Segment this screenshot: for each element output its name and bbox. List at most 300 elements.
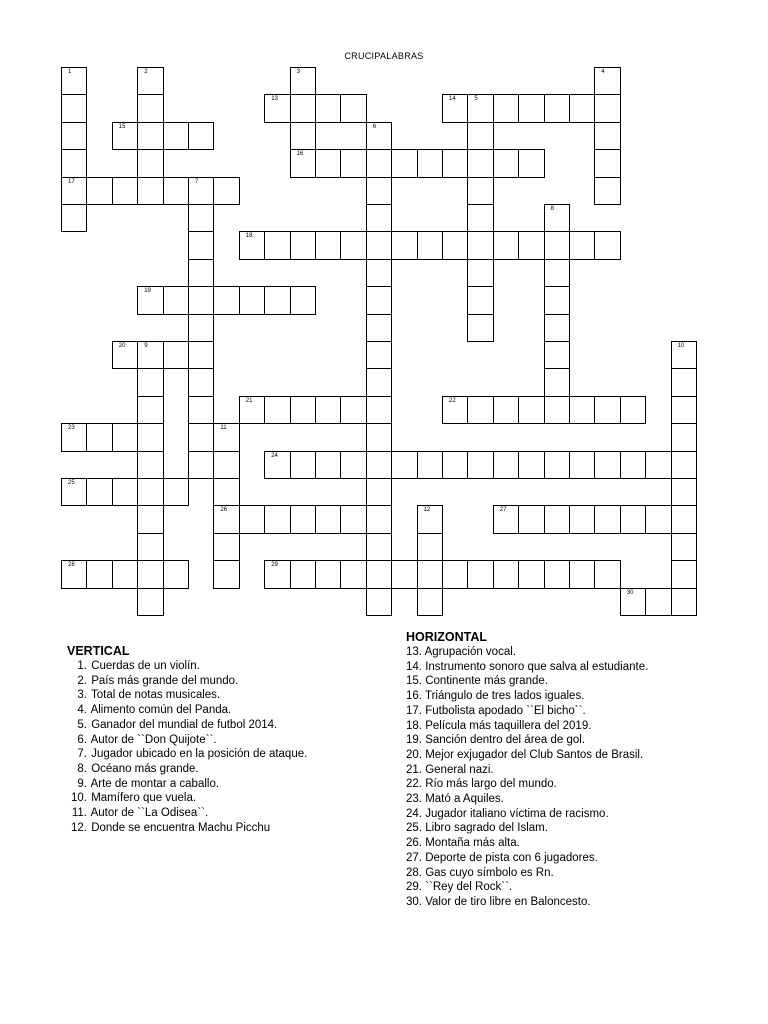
grid-cell bbox=[417, 451, 443, 479]
grid-cell bbox=[188, 341, 214, 369]
grid-cell bbox=[290, 505, 316, 533]
grid-cell bbox=[671, 396, 697, 424]
grid-cell bbox=[213, 177, 239, 205]
clue-text: Ganador del mundial de futbol 2014. bbox=[91, 718, 278, 731]
grid-cell bbox=[569, 94, 595, 122]
grid-cell bbox=[417, 533, 443, 561]
grid-cell bbox=[366, 149, 392, 177]
clue-number: 22. bbox=[406, 778, 422, 791]
grid-cell bbox=[188, 122, 214, 150]
grid-cell bbox=[569, 231, 595, 259]
grid-cell bbox=[137, 67, 163, 95]
grid-cell bbox=[467, 259, 493, 287]
grid-cell bbox=[112, 177, 138, 205]
clue-text: General nazi. bbox=[425, 763, 494, 776]
clue-number: 26. bbox=[406, 837, 422, 850]
clue-item bbox=[406, 866, 648, 881]
grid-cell-number: 29 bbox=[271, 562, 278, 569]
grid-cell bbox=[137, 478, 163, 506]
clue-number: 2. bbox=[77, 674, 87, 687]
grid-cell bbox=[417, 588, 443, 616]
clue-number: 1. bbox=[77, 660, 87, 672]
grid-cell bbox=[340, 396, 366, 424]
grid-cell bbox=[264, 396, 290, 424]
clue-text: País más grande del mundo. bbox=[91, 674, 239, 687]
clue-item bbox=[67, 674, 307, 689]
grid-cell-number: 19 bbox=[144, 288, 151, 295]
clue-item bbox=[67, 733, 307, 748]
clue-number: 13. bbox=[406, 646, 422, 658]
vertical-heading: VERTICAL bbox=[67, 644, 130, 658]
grid-cell-number: 20 bbox=[118, 343, 126, 349]
clue-item bbox=[406, 704, 648, 719]
grid-cell bbox=[569, 396, 595, 424]
grid-cell bbox=[442, 560, 468, 588]
grid-cell bbox=[467, 149, 493, 177]
clue-number: 9. bbox=[77, 777, 87, 790]
clue-item bbox=[67, 791, 307, 806]
grid-cell bbox=[671, 451, 697, 479]
clue-number: 28. bbox=[406, 866, 422, 879]
grid-cell bbox=[163, 478, 189, 506]
grid-cell bbox=[188, 286, 214, 314]
grid-cell bbox=[290, 231, 316, 259]
grid-cell bbox=[137, 451, 163, 479]
grid-cell bbox=[213, 533, 239, 561]
grid-cell bbox=[467, 314, 493, 342]
grid-cell bbox=[137, 368, 163, 396]
grid-cell bbox=[594, 396, 620, 424]
grid-cell bbox=[315, 505, 341, 533]
grid-cell bbox=[340, 231, 366, 259]
clue-text: Autor de ``La Odisea``. bbox=[90, 807, 209, 820]
grid-cell bbox=[594, 149, 620, 177]
grid-cell bbox=[518, 149, 544, 177]
grid-cell bbox=[137, 396, 163, 424]
grid-cell bbox=[544, 396, 570, 424]
grid-cell bbox=[467, 560, 493, 588]
clue-number: 4. bbox=[77, 704, 87, 717]
clue-text: Arte de montar a caballo. bbox=[90, 777, 220, 790]
grid-cell-number: 15 bbox=[118, 123, 126, 130]
clue-item bbox=[406, 719, 648, 734]
clue-text: ``Rey del Rock``. bbox=[425, 881, 513, 894]
grid-cell bbox=[544, 94, 570, 122]
grid-cell bbox=[340, 451, 366, 479]
grid-cell-number: 7 bbox=[195, 178, 199, 185]
clue-text: Continente más grande. bbox=[425, 675, 548, 688]
grid-cell bbox=[544, 314, 570, 342]
grid-cell-number: 16 bbox=[296, 151, 304, 158]
grid-cell bbox=[137, 122, 163, 150]
grid-cell bbox=[340, 94, 366, 122]
grid-cell bbox=[61, 122, 87, 150]
grid-cell bbox=[366, 560, 392, 588]
grid-cell-number: 25 bbox=[68, 480, 75, 486]
grid-cell bbox=[391, 560, 417, 588]
grid-cell bbox=[188, 177, 214, 205]
grid-cell-number: 9 bbox=[144, 343, 148, 349]
grid-cell bbox=[493, 94, 519, 122]
clue-item bbox=[406, 748, 648, 763]
clue-item bbox=[406, 792, 648, 807]
vertical-clues bbox=[67, 644, 307, 835]
grid-cell bbox=[264, 505, 290, 533]
grid-cell bbox=[671, 533, 697, 561]
grid-cell bbox=[112, 423, 138, 451]
clue-text: Futbolista apodado ``El bicho``. bbox=[425, 704, 586, 717]
grid-cell-number: 3 bbox=[296, 69, 300, 75]
grid-cell bbox=[594, 560, 620, 588]
grid-cell-number: 24 bbox=[271, 452, 278, 459]
clue-number: 30. bbox=[406, 895, 422, 908]
clue-item bbox=[406, 660, 648, 675]
grid-cell bbox=[340, 505, 366, 533]
clue-text: Instrumento sonoro que salva al estudiante. bbox=[425, 660, 649, 673]
grid-cell bbox=[620, 451, 646, 479]
grid-cell bbox=[467, 204, 493, 232]
clue-number: 10. bbox=[71, 792, 87, 805]
grid-cell bbox=[188, 259, 214, 287]
grid-cell bbox=[645, 505, 671, 533]
grid-cell bbox=[518, 505, 544, 533]
clue-number: 29. bbox=[406, 881, 422, 894]
grid-cell bbox=[137, 149, 163, 177]
grid-cell-number: 6 bbox=[372, 123, 377, 130]
grid-cell bbox=[671, 423, 697, 451]
grid-cell bbox=[239, 286, 265, 314]
grid-cell bbox=[112, 560, 138, 588]
clue-text: Mamífero que vuela. bbox=[91, 792, 197, 805]
clue-text: Deporte de pista con 6 jugadores. bbox=[425, 851, 598, 864]
grid-cell bbox=[569, 560, 595, 588]
clue-item bbox=[406, 851, 648, 866]
clue-item bbox=[67, 688, 307, 703]
grid-cell bbox=[544, 231, 570, 259]
clue-number: 3. bbox=[77, 689, 87, 702]
clue-text: Triángulo de tres lados iguales. bbox=[425, 690, 585, 703]
clue-number: 17. bbox=[406, 704, 422, 717]
grid-cell bbox=[290, 67, 316, 95]
clue-item bbox=[406, 777, 648, 792]
grid-cell bbox=[417, 231, 443, 259]
clue-number: 18. bbox=[406, 719, 422, 732]
grid-cell bbox=[544, 259, 570, 287]
grid-cell bbox=[671, 368, 697, 396]
grid-cell bbox=[86, 560, 112, 588]
grid-cell bbox=[213, 478, 239, 506]
grid-cell bbox=[163, 177, 189, 205]
grid-cell bbox=[671, 478, 697, 506]
page-title: CRUCIPALABRAS bbox=[344, 51, 424, 61]
grid-cell bbox=[518, 560, 544, 588]
grid-cell bbox=[569, 505, 595, 533]
clue-text: Autor de ``Don Quijote``. bbox=[90, 733, 217, 746]
grid-cell bbox=[315, 451, 341, 479]
clue-number: 11. bbox=[71, 807, 87, 820]
grid-cell bbox=[544, 204, 570, 232]
clue-item bbox=[406, 733, 648, 748]
grid-cell bbox=[442, 231, 468, 259]
grid-cell bbox=[366, 122, 392, 150]
grid-cell bbox=[594, 122, 620, 150]
grid-cell bbox=[671, 505, 697, 533]
clue-text: Océano más grande. bbox=[91, 762, 199, 775]
clue-item bbox=[406, 807, 648, 822]
grid-cell bbox=[594, 94, 620, 122]
grid-cell bbox=[137, 423, 163, 451]
clue-text: Sanción dentro del área de gol. bbox=[425, 734, 586, 747]
grid-cell bbox=[137, 560, 163, 588]
grid-cell bbox=[366, 259, 392, 287]
clue-number: 20. bbox=[406, 748, 422, 761]
grid-cell-number: 22 bbox=[449, 397, 456, 404]
grid-cell bbox=[366, 533, 392, 561]
grid-cell bbox=[493, 560, 519, 588]
grid-cell bbox=[188, 231, 214, 259]
grid-cell bbox=[518, 396, 544, 424]
grid-cell bbox=[366, 368, 392, 396]
grid-cell-number: 17 bbox=[68, 178, 75, 185]
clue-number: 21. bbox=[406, 763, 422, 776]
clue-item bbox=[67, 718, 307, 733]
clue-text: Río más largo del mundo. bbox=[425, 778, 557, 791]
grid-cell bbox=[544, 505, 570, 533]
horizontal-clues bbox=[406, 630, 648, 910]
clue-text: Total de notas musicales. bbox=[91, 689, 221, 702]
grid-cell bbox=[594, 177, 620, 205]
clue-number: 24. bbox=[406, 807, 422, 820]
clue-number: 19. bbox=[406, 734, 422, 747]
grid-cell bbox=[213, 286, 239, 314]
clue-item bbox=[67, 747, 307, 762]
grid-cell bbox=[315, 231, 341, 259]
clue-number: 16. bbox=[406, 690, 422, 703]
grid-cell bbox=[442, 149, 468, 177]
grid-cell bbox=[188, 451, 214, 479]
clue-item bbox=[67, 703, 307, 718]
grid-cell bbox=[594, 67, 620, 95]
grid-cell bbox=[671, 588, 697, 616]
grid-cell bbox=[544, 451, 570, 479]
grid-cell bbox=[467, 396, 493, 424]
grid-cell bbox=[315, 560, 341, 588]
grid-cell bbox=[163, 341, 189, 369]
grid-cell bbox=[163, 560, 189, 588]
grid-cell bbox=[366, 588, 392, 616]
clue-text: Valor de tiro libre en Baloncesto. bbox=[425, 895, 591, 908]
grid-cell bbox=[366, 451, 392, 479]
clue-item bbox=[406, 674, 648, 689]
grid-cell bbox=[594, 505, 620, 533]
grid-cell bbox=[137, 177, 163, 205]
clue-text: Jugador ubicado en la posición de ataque. bbox=[91, 748, 308, 761]
grid-cell bbox=[518, 451, 544, 479]
grid-cell bbox=[544, 368, 570, 396]
clue-text: Montaña más alta. bbox=[425, 837, 520, 850]
grid-cell bbox=[467, 451, 493, 479]
grid-cell bbox=[264, 286, 290, 314]
grid-cell bbox=[86, 423, 112, 451]
grid-cell bbox=[417, 149, 443, 177]
grid-cell-number: 1 bbox=[68, 69, 72, 75]
clue-text: Película más taquillera del 2019. bbox=[425, 719, 592, 732]
grid-cell-number: 14 bbox=[449, 96, 456, 103]
grid-cell bbox=[188, 396, 214, 424]
grid-cell-number: 21 bbox=[245, 397, 253, 404]
clue-item bbox=[67, 659, 307, 674]
grid-cell bbox=[188, 314, 214, 342]
clue-number: 23. bbox=[406, 793, 422, 806]
clue-text: Alimento común del Panda. bbox=[90, 704, 232, 717]
grid-cell bbox=[467, 286, 493, 314]
clue-text: Jugador italiano víctima de racismo. bbox=[425, 807, 609, 820]
grid-cell bbox=[467, 94, 493, 122]
clue-number: 5. bbox=[77, 718, 87, 731]
clue-text: Mejor exjugador del Club Santos de Brasil. bbox=[425, 748, 644, 761]
grid-cell bbox=[366, 423, 392, 451]
grid-cell bbox=[61, 149, 87, 177]
grid-cell-number: 30 bbox=[626, 589, 634, 596]
grid-cell bbox=[569, 451, 595, 479]
clue-number: 7. bbox=[77, 748, 87, 761]
grid-cell bbox=[137, 341, 163, 369]
grid-cell bbox=[620, 396, 646, 424]
clue-item bbox=[406, 880, 648, 895]
grid-cell bbox=[467, 231, 493, 259]
clue-number: 25. bbox=[406, 822, 422, 835]
grid-cell bbox=[137, 533, 163, 561]
grid-cell bbox=[340, 149, 366, 177]
grid-cell bbox=[213, 451, 239, 479]
clue-number: 27. bbox=[406, 851, 422, 864]
grid-cell bbox=[163, 122, 189, 150]
grid-cell bbox=[645, 588, 671, 616]
clue-number: 15. bbox=[406, 675, 422, 688]
grid-cell-number: 23 bbox=[68, 425, 75, 432]
clue-text: Donde se encuentra Machu Picchu bbox=[91, 821, 271, 834]
grid-cell-number: 4 bbox=[601, 69, 605, 75]
grid-cell bbox=[86, 177, 112, 205]
grid-cell bbox=[137, 588, 163, 616]
clue-text: Agrupación vocal. bbox=[424, 646, 516, 658]
grid-cell bbox=[264, 231, 290, 259]
grid-cell bbox=[86, 478, 112, 506]
grid-cell bbox=[290, 122, 316, 150]
grid-cell bbox=[620, 505, 646, 533]
grid-cell bbox=[544, 341, 570, 369]
grid-cell bbox=[366, 341, 392, 369]
grid-cell bbox=[290, 560, 316, 588]
grid-cell-number: 28 bbox=[68, 562, 75, 569]
clue-item bbox=[406, 689, 648, 704]
grid-cell-number: 5 bbox=[474, 96, 478, 103]
grid-cell-number: 11 bbox=[220, 425, 227, 432]
grid-cell bbox=[366, 314, 392, 342]
grid-cell bbox=[594, 231, 620, 259]
grid-cell bbox=[493, 451, 519, 479]
grid-cell bbox=[340, 560, 366, 588]
clue-text: Libro sagrado del Islam. bbox=[425, 822, 548, 835]
grid-cell-number: 26 bbox=[220, 507, 228, 514]
grid-cell bbox=[391, 231, 417, 259]
grid-cell bbox=[61, 204, 87, 232]
clue-item bbox=[406, 645, 648, 660]
grid-cell bbox=[366, 204, 392, 232]
grid-cell bbox=[366, 505, 392, 533]
clue-number: 6. bbox=[77, 733, 87, 746]
horizontal-heading: HORIZONTAL bbox=[406, 630, 488, 644]
grid-cell bbox=[290, 94, 316, 122]
grid-cell bbox=[112, 478, 138, 506]
grid-cell bbox=[188, 423, 214, 451]
grid-cell bbox=[442, 451, 468, 479]
grid-cell bbox=[544, 286, 570, 314]
grid-cell bbox=[188, 204, 214, 232]
grid-cell bbox=[518, 94, 544, 122]
clue-number: 14. bbox=[406, 660, 422, 673]
grid-cell bbox=[163, 286, 189, 314]
grid-cell bbox=[315, 94, 341, 122]
grid-cell bbox=[645, 451, 671, 479]
grid-cell bbox=[671, 560, 697, 588]
clue-item bbox=[67, 777, 307, 792]
grid-cell bbox=[366, 478, 392, 506]
grid-cell-number: 2 bbox=[144, 69, 148, 75]
grid-cell bbox=[366, 231, 392, 259]
grid-cell bbox=[61, 94, 87, 122]
grid-cell bbox=[290, 451, 316, 479]
grid-cell bbox=[493, 231, 519, 259]
grid-cell bbox=[213, 560, 239, 588]
clue-item bbox=[406, 763, 648, 778]
grid-cell bbox=[518, 231, 544, 259]
grid-cell bbox=[366, 396, 392, 424]
clue-text: Gas cuyo símbolo es Rn. bbox=[425, 866, 554, 879]
grid-cell-number: 8 bbox=[550, 206, 554, 212]
grid-cell bbox=[315, 396, 341, 424]
grid-cell bbox=[137, 94, 163, 122]
clue-item bbox=[67, 762, 307, 777]
grid-cell bbox=[467, 122, 493, 150]
clue-item bbox=[406, 836, 648, 851]
clue-text: Cuerdas de un violín. bbox=[91, 660, 200, 672]
grid-cell bbox=[391, 149, 417, 177]
grid-cell bbox=[137, 505, 163, 533]
grid-cell bbox=[493, 396, 519, 424]
clue-item bbox=[67, 806, 307, 821]
clue-item bbox=[67, 821, 307, 836]
clue-number: 8. bbox=[77, 762, 87, 775]
grid-cell bbox=[188, 368, 214, 396]
grid-cell bbox=[290, 286, 316, 314]
grid-cell-number: 10 bbox=[677, 343, 685, 349]
grid-cell bbox=[290, 396, 316, 424]
grid-cell bbox=[493, 149, 519, 177]
grid-cell bbox=[315, 149, 341, 177]
grid-cell-number: 27 bbox=[499, 507, 507, 514]
clue-text: Mató a Aquiles. bbox=[425, 793, 504, 806]
grid-cell bbox=[391, 451, 417, 479]
grid-cell bbox=[544, 560, 570, 588]
grid-cell bbox=[417, 560, 443, 588]
grid-cell bbox=[366, 286, 392, 314]
clue-item bbox=[406, 895, 648, 910]
clue-item bbox=[406, 821, 648, 836]
clue-number: 12. bbox=[71, 821, 87, 834]
grid-cell bbox=[467, 177, 493, 205]
grid-cell bbox=[366, 177, 392, 205]
